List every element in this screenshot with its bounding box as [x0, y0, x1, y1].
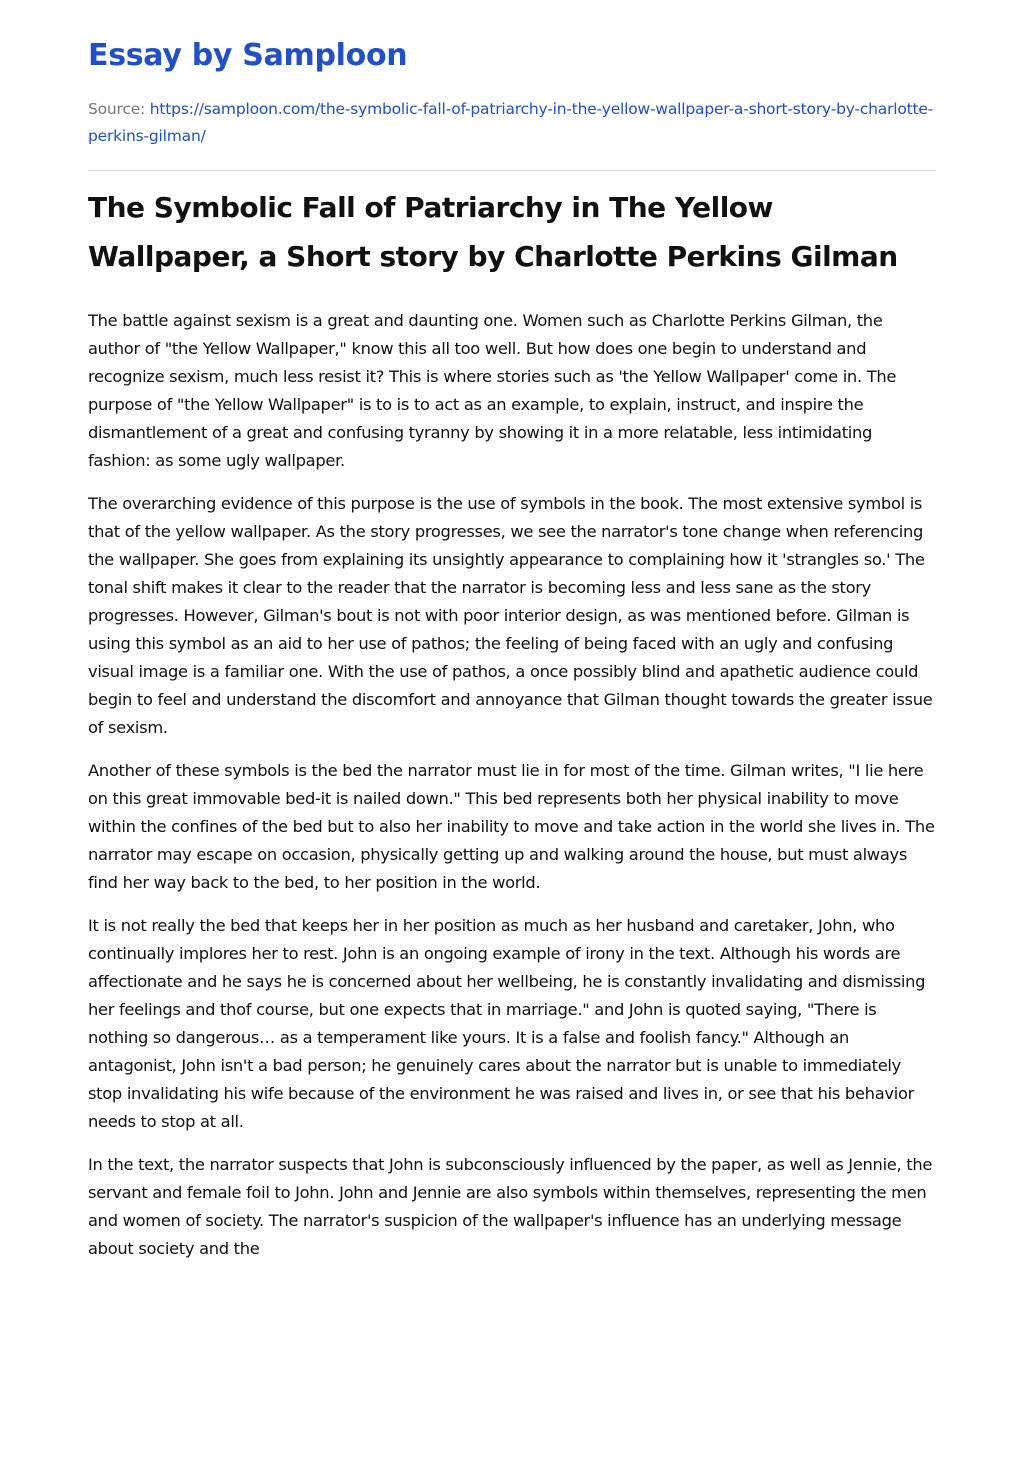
- essay-page: [88, 0, 936, 1263]
- essay-body: [88, 307, 936, 1263]
- divider: [88, 170, 936, 171]
- essay-paragraph: In the text, the narrator suspects that John is subconsciously influenced by the paper, as well as Jennie, the servant and female foil to John. John and Jennie are also symbols within themselves, representing the men and women of society. The narrator's suspicion of the wallpaper's influence has an underlying message about society and the: [88, 1155, 933, 1258]
- essay-paragraph: It is not really the bed that keeps her in her position as much as her husband and caretaker, John, who continually implores her to rest. John is an ongoing example of irony in the text. Although his words are affectionate and he says he is concerned about her wellbeing, he is constantly invalidating and dismissing her feelings and thof course, but one expects that in marriage." and John is quoted saying, "There is nothing so dangerous… as a temperament like yours. It is a false and foolish fancy." Although an antagonist, John isn't a bad person; he genuinely cares about the narrator but is unable to immediately stop invalidating his wife because of the environment he was raised and lives in, or see that his behavior needs to stop at all.: [88, 916, 926, 1131]
- essay-title: The Symbolic Fall of Patriarchy in The Yellow Wallpaper, a Short story by Charlotte Perkins Gilman: [88, 191, 898, 273]
- site-brand-title: Essay by Samploon: [88, 38, 408, 73]
- essay-paragraph: The battle against sexism is a great and daunting one. Women such as Charlotte Perkins Gilman, the author of "the Yellow Wallpaper," know this all too well. But how does one begin to understand and recognize sexism, much less resist it? This is where stories such as 'the Yellow Wallpaper' come in. The purpose of "the Yellow Wallpaper" is to is to act as an example, to explain, instruct, and inspire the dismantlement of a great and confusing tyranny by showing it in a more relatable, less intimidating fashion: as some ugly wallpaper.: [88, 311, 897, 470]
- source-label: Source:: [88, 100, 146, 118]
- essay-paragraph: The overarching evidence of this purpose is the use of symbols in the book. The most extensive symbol is that of the yellow wallpaper. As the story progresses, we see the narrator's tone change when referencing the wallpaper. She goes from explaining its unsightly appearance to complaining how it 'strangles so.' The tonal shift makes it clear to the reader that the narrator is becoming less and less sane as the story progresses. However, Gilman's bout is not with poor interior design, as was mentioned before. Gilman is using this symbol as an aid to her use of pathos; the feeling of being faced with an ugly and confusing visual image is a familiar one. With the use of pathos, a once possibly blind and apathetic audience could begin to feel and understand the discomfort and annoyance that Gilman thought towards the greater issue of sexism.: [88, 494, 933, 737]
- source-link[interactable]: https://samploon.com/the-symbolic-fall-of-patriarchy-in-the-yellow-wallpaper-a-short-story-by-charlotte-perkins-gilman/: [88, 100, 934, 145]
- source-line: [88, 96, 936, 150]
- essay-paragraph: Another of these symbols is the bed the narrator must lie in for most of the time. Gilman writes, "I lie here on this great immovable bed-it is nailed down." This bed represents both her physical inability to move within the confines of the bed but to also her inability to move and take action in the world she lives in. The narrator may escape on occasion, physically getting up and walking around the house, but must always find her way back to the bed, to her position in the world.: [88, 761, 935, 892]
